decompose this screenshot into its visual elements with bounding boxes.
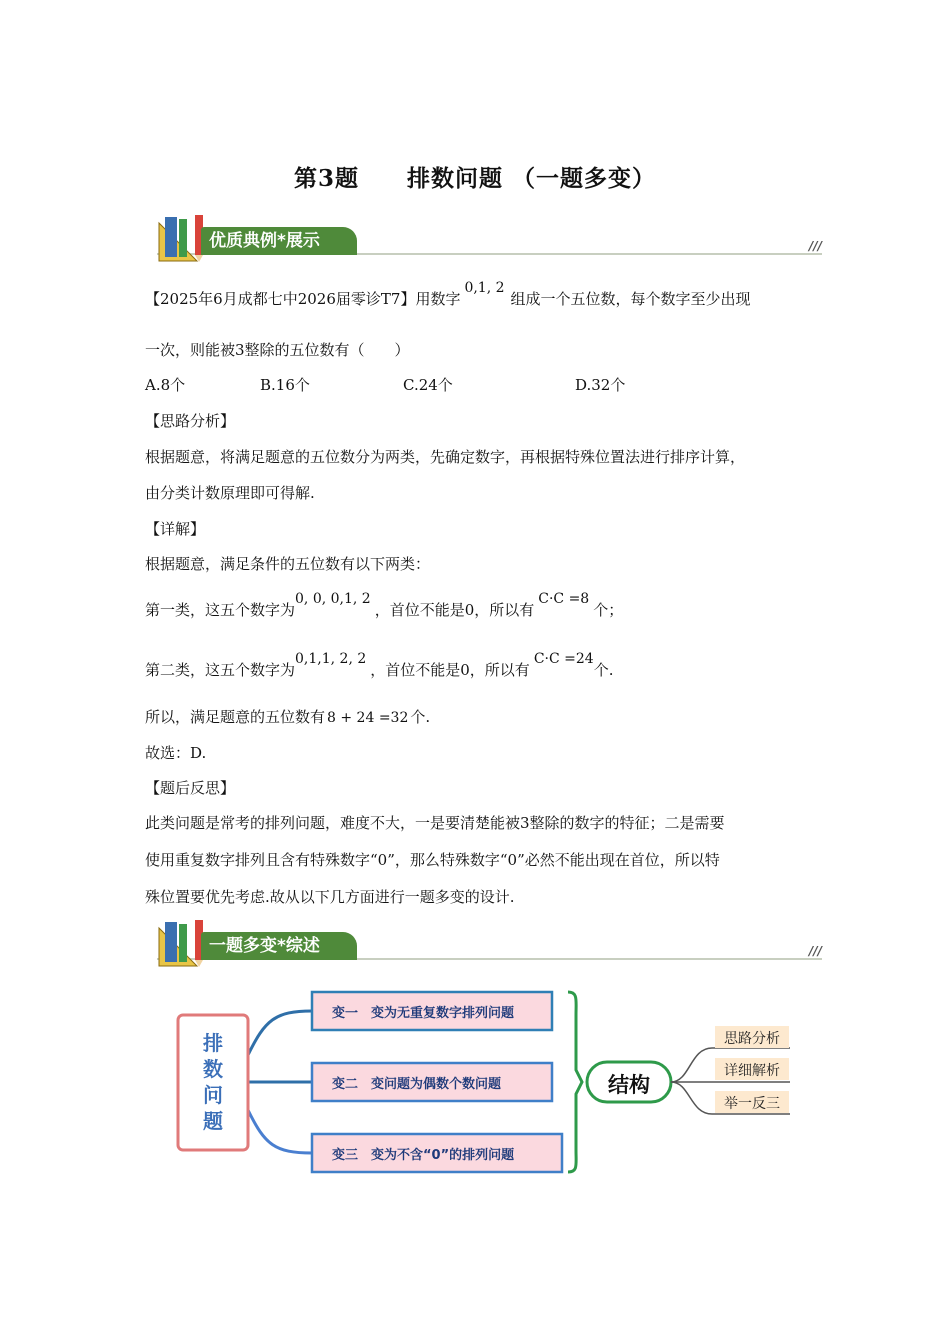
banner-label: 优质典例*展示 [201, 227, 357, 255]
branch-2-label: 变二 变问题为偶数个数问题 [332, 1077, 502, 1092]
sum-line: 所以，满足题意的五位数有 8 + 24 =32 个. [145, 708, 431, 726]
option-a: A.8个 [145, 376, 186, 394]
analysis-line-1: 根据题意，将满足题意的五位数分为两类，先确定数字，再根据特殊位置法进行排序计算， [145, 448, 746, 466]
banner-label: 一题多变*综述 [201, 932, 357, 960]
banner-slashes: /// [808, 239, 822, 253]
problem-line-2: 一次，则能被3整除的五位数有（ ） [145, 341, 410, 359]
reflection-line-2: 使用重复数字排列且含有特殊数字“0”，那么特殊数字“0”必然不能出现在首位，所以特 [145, 851, 720, 869]
leaf-3-label: 举一反三 [724, 1096, 780, 1112]
reflection-line-3: 殊位置要优先考虑.故从以下几方面进行一题多变的设计. [145, 888, 515, 906]
case-2: 第二类，这五个数字为0,1,1, 2, 2，首位不能是0，所以有C·C =24个. [145, 651, 614, 679]
branch-1-label: 变一 变为无重复数字排列问题 [332, 1006, 515, 1021]
answer: 故选：D. [145, 744, 207, 762]
leaf-2-label: 详细解析 [724, 1063, 780, 1079]
formula-case-1: C·C =8 [538, 591, 590, 607]
reflection-line-1: 此类问题是常考的排列问题，难度不大，一是要清楚能被3整除的数字的特征；二是需要 [145, 814, 725, 832]
mindmap-root-text: 排数问题 [203, 1031, 223, 1133]
option-c: C.24个 [403, 376, 453, 394]
option-b: B.16个 [260, 376, 310, 394]
formula-case-2: C·C =24 [533, 651, 594, 667]
mindmap-center-text: 结构 [608, 1073, 650, 1097]
banner-slashes: /// [808, 944, 822, 958]
detail-heading: 【详解】 [145, 520, 206, 538]
branch-3-label: 变三 变为不含“0”的排列问题 [332, 1148, 515, 1163]
page-title: 第3题 排数问题 （一题多变） [293, 165, 657, 192]
detail-intro: 根据题意，满足条件的五位数有以下两类： [145, 555, 431, 573]
analysis-line-2: 由分类计数原理即可得解. [145, 484, 315, 502]
problem-line-1: 【2025年6月成都七中2026届零诊T7】用数字0,1, 2组成一个五位数，每个数字至少出现 [145, 280, 751, 308]
option-d: D.32个 [575, 376, 626, 394]
analysis-heading: 【思路分析】 [145, 412, 236, 430]
case-1: 第一类，这五个数字为0, 0, 0,1, 2，首位不能是0，所以有C·C =8个； [145, 591, 624, 619]
reflection-heading: 【题后反思】 [145, 779, 236, 797]
leaf-1-label: 思路分析 [724, 1031, 780, 1047]
